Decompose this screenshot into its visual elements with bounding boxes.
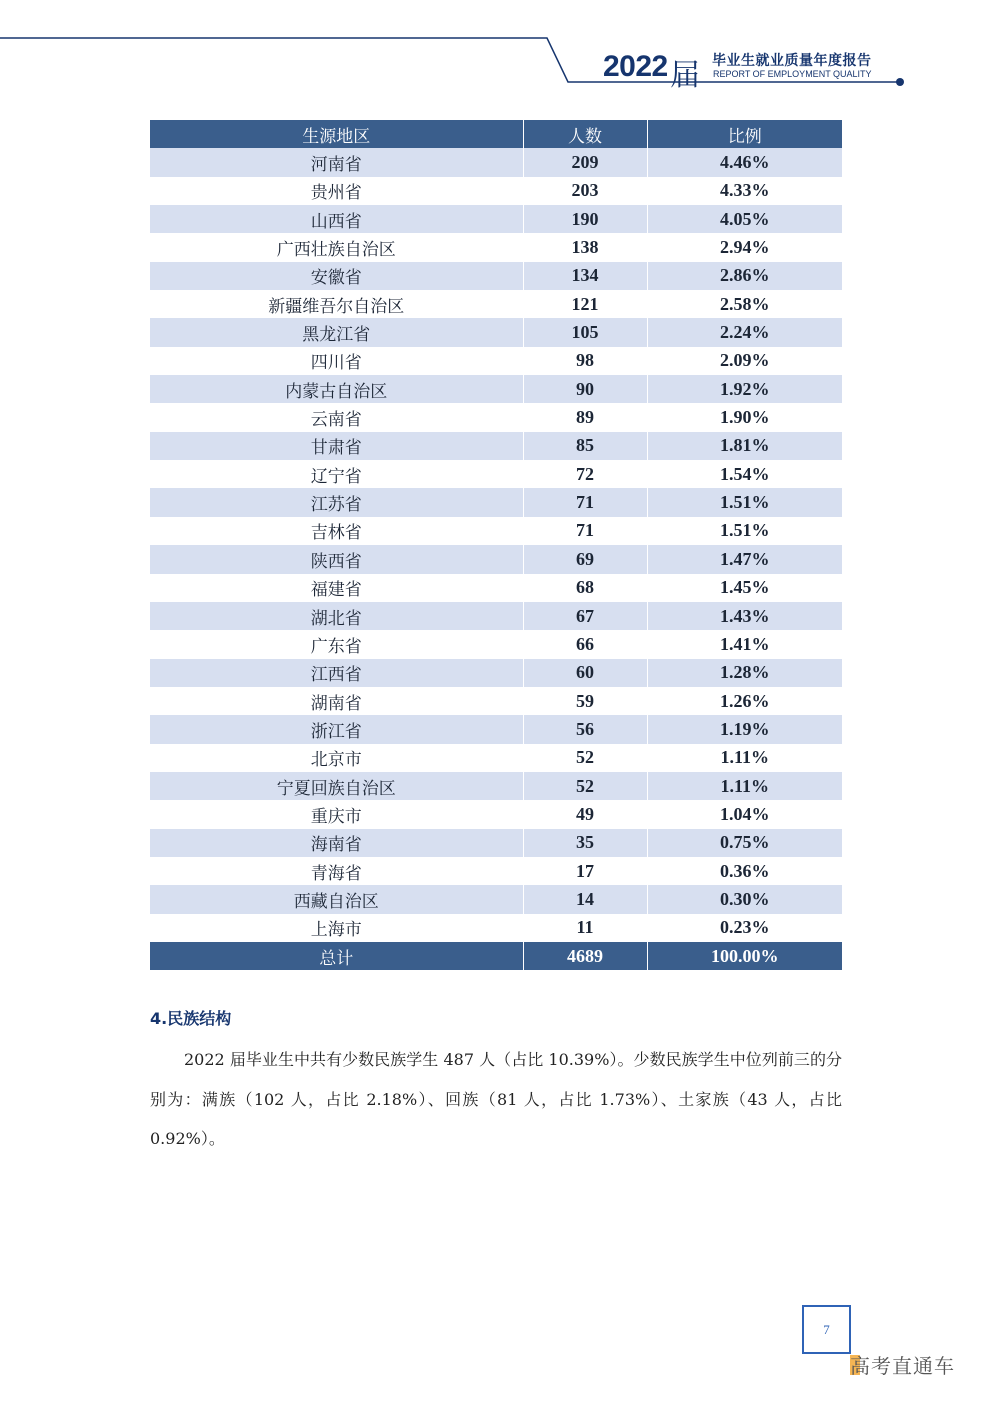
table-row <box>150 148 842 176</box>
origin-region-table <box>150 120 842 970</box>
table-row <box>150 318 842 346</box>
cell-region: 吉林省 <box>150 517 523 545</box>
header-count: 人数 <box>523 120 647 148</box>
cell-region: 广西壮族自治区 <box>150 233 523 261</box>
table-row <box>150 375 842 403</box>
cell-ratio: 1.90% <box>647 403 842 431</box>
cell-count: 17 <box>523 857 647 885</box>
cell-region: 湖北省 <box>150 602 523 630</box>
report-title-en: REPORT OF EMPLOYMENT QUALITY <box>713 69 872 79</box>
header-ratio: 比例 <box>647 120 842 148</box>
cell-ratio: 0.23% <box>647 914 842 942</box>
cell-ratio: 1.04% <box>647 800 842 828</box>
cell-count: 85 <box>523 432 647 460</box>
table-row <box>150 800 842 828</box>
table-row <box>150 885 842 913</box>
table-total-row <box>150 942 842 970</box>
cell-count: 105 <box>523 318 647 346</box>
cell-region: 甘肃省 <box>150 432 523 460</box>
cell-ratio: 1.19% <box>647 715 842 743</box>
cell-ratio: 0.30% <box>647 885 842 913</box>
cell-count: 52 <box>523 744 647 772</box>
table-row <box>150 574 842 602</box>
page-number: 7 <box>802 1305 851 1354</box>
cell-ratio: 4.33% <box>647 177 842 205</box>
total-count: 4689 <box>523 942 647 970</box>
watermark-text: 高考直通车 <box>850 1354 955 1378</box>
cell-ratio: 2.24% <box>647 318 842 346</box>
cell-count: 49 <box>523 800 647 828</box>
cell-count: 71 <box>523 488 647 516</box>
cell-count: 60 <box>523 659 647 687</box>
table-row <box>150 488 842 516</box>
table-row <box>150 829 842 857</box>
cell-region: 海南省 <box>150 829 523 857</box>
cell-region: 北京市 <box>150 744 523 772</box>
cell-count: 89 <box>523 403 647 431</box>
cell-region: 四川省 <box>150 347 523 375</box>
cell-region: 河南省 <box>150 148 523 176</box>
cell-region: 湖南省 <box>150 687 523 715</box>
cell-ratio: 2.86% <box>647 262 842 290</box>
cell-count: 190 <box>523 205 647 233</box>
report-year: 2022 <box>603 50 668 83</box>
cell-ratio: 0.75% <box>647 829 842 857</box>
cell-ratio: 1.47% <box>647 545 842 573</box>
cell-count: 52 <box>523 772 647 800</box>
cell-count: 66 <box>523 630 647 658</box>
cell-region: 浙江省 <box>150 715 523 743</box>
cell-ratio: 1.41% <box>647 630 842 658</box>
cell-count: 98 <box>523 347 647 375</box>
cell-ratio: 2.94% <box>647 233 842 261</box>
cell-region: 广东省 <box>150 630 523 658</box>
cell-count: 68 <box>523 574 647 602</box>
table-row <box>150 914 842 942</box>
cell-ratio: 4.46% <box>647 148 842 176</box>
total-ratio: 100.00% <box>647 942 842 970</box>
header-region: 生源地区 <box>150 120 523 148</box>
cell-ratio: 2.58% <box>647 290 842 318</box>
table-row <box>150 687 842 715</box>
cell-count: 203 <box>523 177 647 205</box>
cell-region: 青海省 <box>150 857 523 885</box>
cell-ratio: 1.81% <box>647 432 842 460</box>
table-row <box>150 857 842 885</box>
table-row <box>150 460 842 488</box>
table-row <box>150 602 842 630</box>
table-row <box>150 347 842 375</box>
report-title-cn: 毕业生就业质量年度报告 <box>712 53 872 69</box>
cell-count: 209 <box>523 148 647 176</box>
cell-count: 14 <box>523 885 647 913</box>
cell-count: 71 <box>523 517 647 545</box>
cell-count: 90 <box>523 375 647 403</box>
table-row <box>150 744 842 772</box>
table-row <box>150 432 842 460</box>
cell-count: 138 <box>523 233 647 261</box>
cell-ratio: 1.43% <box>647 602 842 630</box>
report-jie: 届 <box>670 58 700 93</box>
cell-region: 山西省 <box>150 205 523 233</box>
table-row <box>150 659 842 687</box>
cell-count: 59 <box>523 687 647 715</box>
table-row <box>150 772 842 800</box>
cell-count: 56 <box>523 715 647 743</box>
cell-count: 69 <box>523 545 647 573</box>
cell-region: 陕西省 <box>150 545 523 573</box>
cell-count: 134 <box>523 262 647 290</box>
cell-ratio: 1.51% <box>647 517 842 545</box>
cell-region: 上海市 <box>150 914 523 942</box>
cell-ratio: 1.51% <box>647 488 842 516</box>
cell-region: 福建省 <box>150 574 523 602</box>
cell-count: 67 <box>523 602 647 630</box>
cell-ratio: 1.54% <box>647 460 842 488</box>
cell-ratio: 2.09% <box>647 347 842 375</box>
cell-region: 江西省 <box>150 659 523 687</box>
cell-region: 云南省 <box>150 403 523 431</box>
table-row <box>150 715 842 743</box>
cell-count: 121 <box>523 290 647 318</box>
cell-ratio: 1.26% <box>647 687 842 715</box>
table-row <box>150 177 842 205</box>
cell-ratio: 1.45% <box>647 574 842 602</box>
table-row <box>150 545 842 573</box>
table-row <box>150 290 842 318</box>
cell-ratio: 0.36% <box>647 857 842 885</box>
cell-ratio: 1.11% <box>647 744 842 772</box>
table-row <box>150 630 842 658</box>
table-row <box>150 205 842 233</box>
table-row <box>150 262 842 290</box>
cell-region: 重庆市 <box>150 800 523 828</box>
cell-region: 黑龙江省 <box>150 318 523 346</box>
cell-region: 新疆维吾尔自治区 <box>150 290 523 318</box>
total-region: 总计 <box>150 942 523 970</box>
cell-ratio: 1.11% <box>647 772 842 800</box>
cell-ratio: 4.05% <box>647 205 842 233</box>
cell-region: 辽宁省 <box>150 460 523 488</box>
table-header-row <box>150 120 842 148</box>
cell-count: 72 <box>523 460 647 488</box>
cell-region: 江苏省 <box>150 488 523 516</box>
table-row <box>150 403 842 431</box>
cell-region: 西藏自治区 <box>150 885 523 913</box>
section-title: 4.民族结构 <box>150 1009 232 1028</box>
cell-region: 贵州省 <box>150 177 523 205</box>
table-row <box>150 233 842 261</box>
section-paragraph: 2022 届毕业生中共有少数民族学生 487 人（占比 10.39%）。少数民族学生中位列前三的分别为：满族（102 人，占比 2.18%）、回族（81 人，占比 1.73%）、土家族（43 人，占比 0.92%）。 <box>150 1050 842 1148</box>
cell-region: 宁夏回族自治区 <box>150 772 523 800</box>
table-row <box>150 517 842 545</box>
cell-count: 35 <box>523 829 647 857</box>
cell-count: 11 <box>523 914 647 942</box>
cell-region: 内蒙古自治区 <box>150 375 523 403</box>
cell-region: 安徽省 <box>150 262 523 290</box>
cell-ratio: 1.92% <box>647 375 842 403</box>
cell-ratio: 1.28% <box>647 659 842 687</box>
